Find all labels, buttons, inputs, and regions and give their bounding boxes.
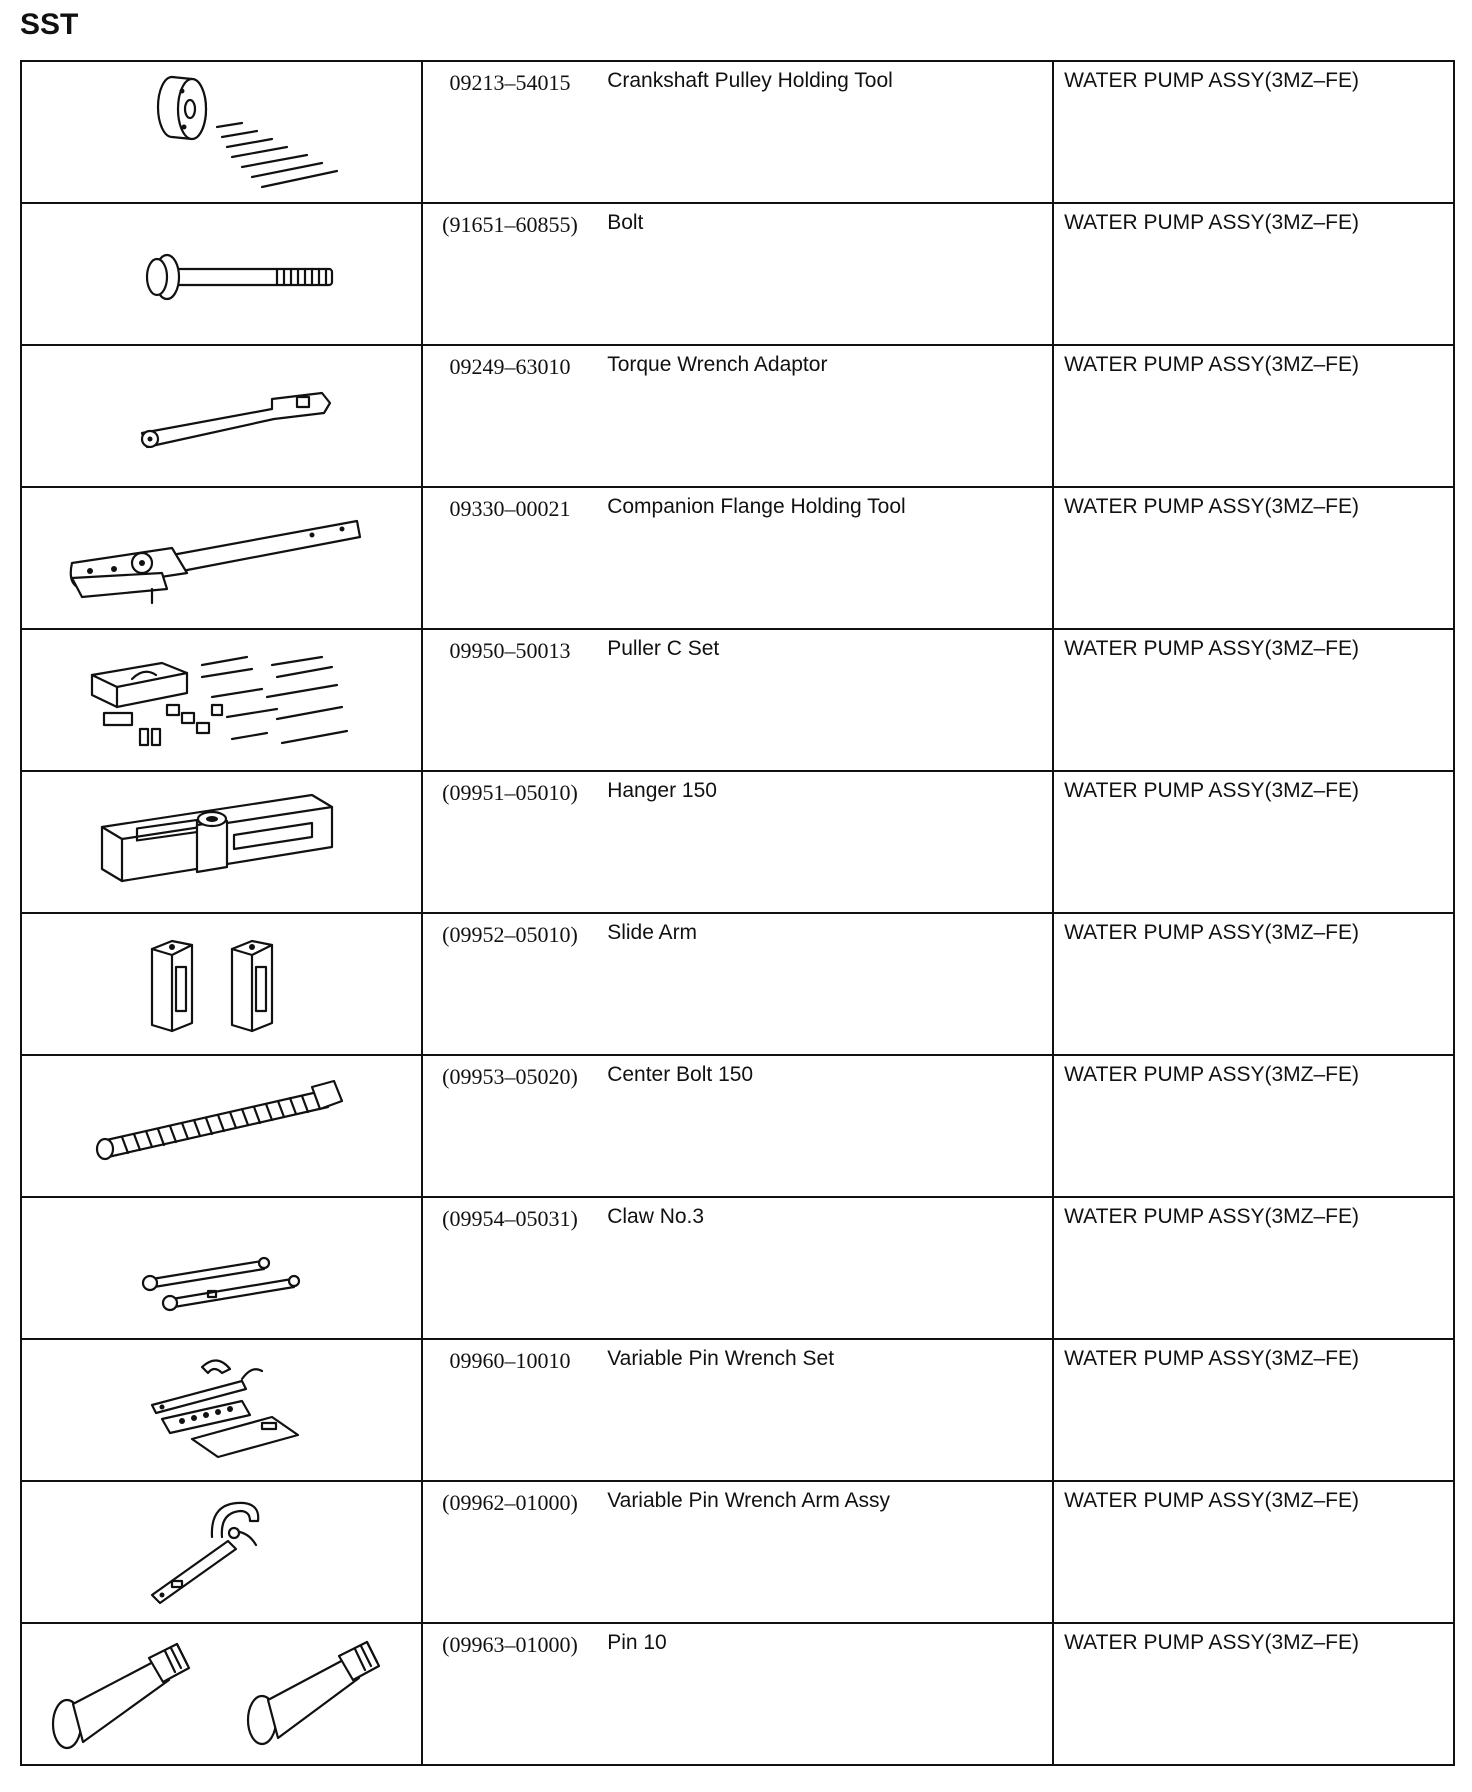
tool-name-cell (597, 771, 1053, 913)
part-number-cell (422, 203, 597, 345)
tool-name: Bolt (607, 211, 644, 234)
usage-cell (1053, 913, 1454, 1055)
part-number-cell (422, 1623, 597, 1765)
table-row (21, 771, 1454, 913)
pin-wrench-set-icon (122, 1345, 342, 1475)
slide-arm-icon (142, 919, 342, 1049)
tool-usage: WATER PUMP ASSY(3MZ–FE) (1064, 779, 1359, 802)
tool-image-cell (21, 771, 422, 913)
tool-image-cell (21, 203, 422, 345)
center-bolt-icon (72, 1061, 372, 1191)
part-number-cell (422, 1339, 597, 1481)
table-row (21, 629, 1454, 771)
bolt-icon (72, 209, 352, 339)
part-number-cell (422, 771, 597, 913)
table-row (21, 1055, 1454, 1197)
table-row (21, 1623, 1454, 1765)
tool-name: Claw No.3 (607, 1205, 705, 1228)
tool-name: Crankshaft Pulley Holding Tool (607, 69, 893, 92)
pulley-holding-tool-icon (72, 67, 352, 197)
table-row (21, 203, 1454, 345)
tool-name-cell (597, 1623, 1053, 1765)
tool-image-cell (21, 487, 422, 629)
tool-name-cell (597, 1339, 1053, 1481)
tool-image-cell (21, 1055, 422, 1197)
table-row (21, 1481, 1454, 1623)
claw-icon (122, 1203, 342, 1333)
part-number: (91651–60855) (442, 212, 578, 237)
tool-image-cell (21, 1623, 422, 1765)
part-number: 09960–10010 (449, 1348, 571, 1373)
pin-wrench-arm-icon (132, 1487, 352, 1617)
usage-cell (1053, 1623, 1454, 1765)
table-row (21, 913, 1454, 1055)
part-number-cell (422, 1055, 597, 1197)
tool-image-cell (21, 1339, 422, 1481)
tool-usage: WATER PUMP ASSY(3MZ–FE) (1064, 495, 1359, 518)
tool-name: Center Bolt 150 (607, 1063, 754, 1086)
puller-set-icon (52, 635, 372, 765)
usage-cell (1053, 203, 1454, 345)
part-number-cell (422, 913, 597, 1055)
tool-image-cell (21, 1197, 422, 1339)
tool-usage: WATER PUMP ASSY(3MZ–FE) (1064, 921, 1359, 944)
tool-name: Companion Flange Holding Tool (607, 495, 906, 518)
tool-name: Hanger 150 (607, 779, 717, 802)
usage-cell (1053, 1481, 1454, 1623)
tool-usage: WATER PUMP ASSY(3MZ–FE) (1064, 1489, 1359, 1512)
part-number: (09954–05031) (442, 1206, 578, 1231)
tool-usage: WATER PUMP ASSY(3MZ–FE) (1064, 353, 1359, 376)
part-number: (09951–05010) (442, 780, 578, 805)
usage-cell (1053, 345, 1454, 487)
part-number-cell (422, 1481, 597, 1623)
tool-name-cell (597, 487, 1053, 629)
part-number-cell (422, 629, 597, 771)
tool-image-cell (21, 629, 422, 771)
tool-name-cell (597, 203, 1053, 345)
table-row (21, 61, 1454, 203)
part-number: (09963–01000) (442, 1632, 578, 1657)
page-title: SST (20, 8, 79, 41)
tool-image-cell (21, 345, 422, 487)
part-number: 09213–54015 (449, 70, 571, 95)
part-number-cell (422, 61, 597, 203)
part-number: 09249–63010 (449, 354, 571, 379)
usage-cell (1053, 1339, 1454, 1481)
tool-name-cell (597, 61, 1053, 203)
tool-name-cell (597, 345, 1053, 487)
flange-holding-tool-icon (42, 493, 372, 623)
tool-name: Pin 10 (607, 1631, 667, 1654)
tool-usage: WATER PUMP ASSY(3MZ–FE) (1064, 69, 1359, 92)
tool-name-cell (597, 1197, 1053, 1339)
part-number-cell (422, 345, 597, 487)
tool-name: Puller C Set (607, 637, 720, 660)
table-row (21, 1339, 1454, 1481)
part-number: (09952–05010) (442, 922, 578, 947)
part-number-cell (422, 1197, 597, 1339)
tool-image-cell (21, 913, 422, 1055)
tool-name: Variable Pin Wrench Arm Assy (607, 1489, 891, 1512)
pin-icon (37, 1624, 407, 1764)
usage-cell (1053, 771, 1454, 913)
tool-name: Slide Arm (607, 921, 698, 944)
part-number: 09330–00021 (449, 496, 571, 521)
usage-cell (1053, 487, 1454, 629)
tool-name: Variable Pin Wrench Set (607, 1347, 835, 1370)
table-row (21, 1197, 1454, 1339)
torque-wrench-adaptor-icon (72, 351, 352, 481)
tool-name-cell (597, 1055, 1053, 1197)
tool-name-cell (597, 913, 1053, 1055)
part-number: (09953–05020) (442, 1064, 578, 1089)
tool-usage: WATER PUMP ASSY(3MZ–FE) (1064, 637, 1359, 660)
tool-name-cell (597, 1481, 1053, 1623)
tool-usage: WATER PUMP ASSY(3MZ–FE) (1064, 1205, 1359, 1228)
tool-name-cell (597, 629, 1053, 771)
sst-table (20, 60, 1455, 1766)
tool-usage: WATER PUMP ASSY(3MZ–FE) (1064, 211, 1359, 234)
hanger-icon (62, 777, 362, 907)
usage-cell (1053, 1055, 1454, 1197)
part-number: 09950–50013 (449, 638, 571, 663)
part-number: (09962–01000) (442, 1490, 578, 1515)
tool-usage: WATER PUMP ASSY(3MZ–FE) (1064, 1631, 1359, 1654)
part-number-cell (422, 487, 597, 629)
tool-usage: WATER PUMP ASSY(3MZ–FE) (1064, 1347, 1359, 1370)
usage-cell (1053, 1197, 1454, 1339)
table-row (21, 487, 1454, 629)
tool-image-cell (21, 1481, 422, 1623)
tool-usage: WATER PUMP ASSY(3MZ–FE) (1064, 1063, 1359, 1086)
table-row (21, 345, 1454, 487)
usage-cell (1053, 629, 1454, 771)
tool-name: Torque Wrench Adaptor (607, 353, 828, 376)
usage-cell (1053, 61, 1454, 203)
tool-image-cell (21, 61, 422, 203)
